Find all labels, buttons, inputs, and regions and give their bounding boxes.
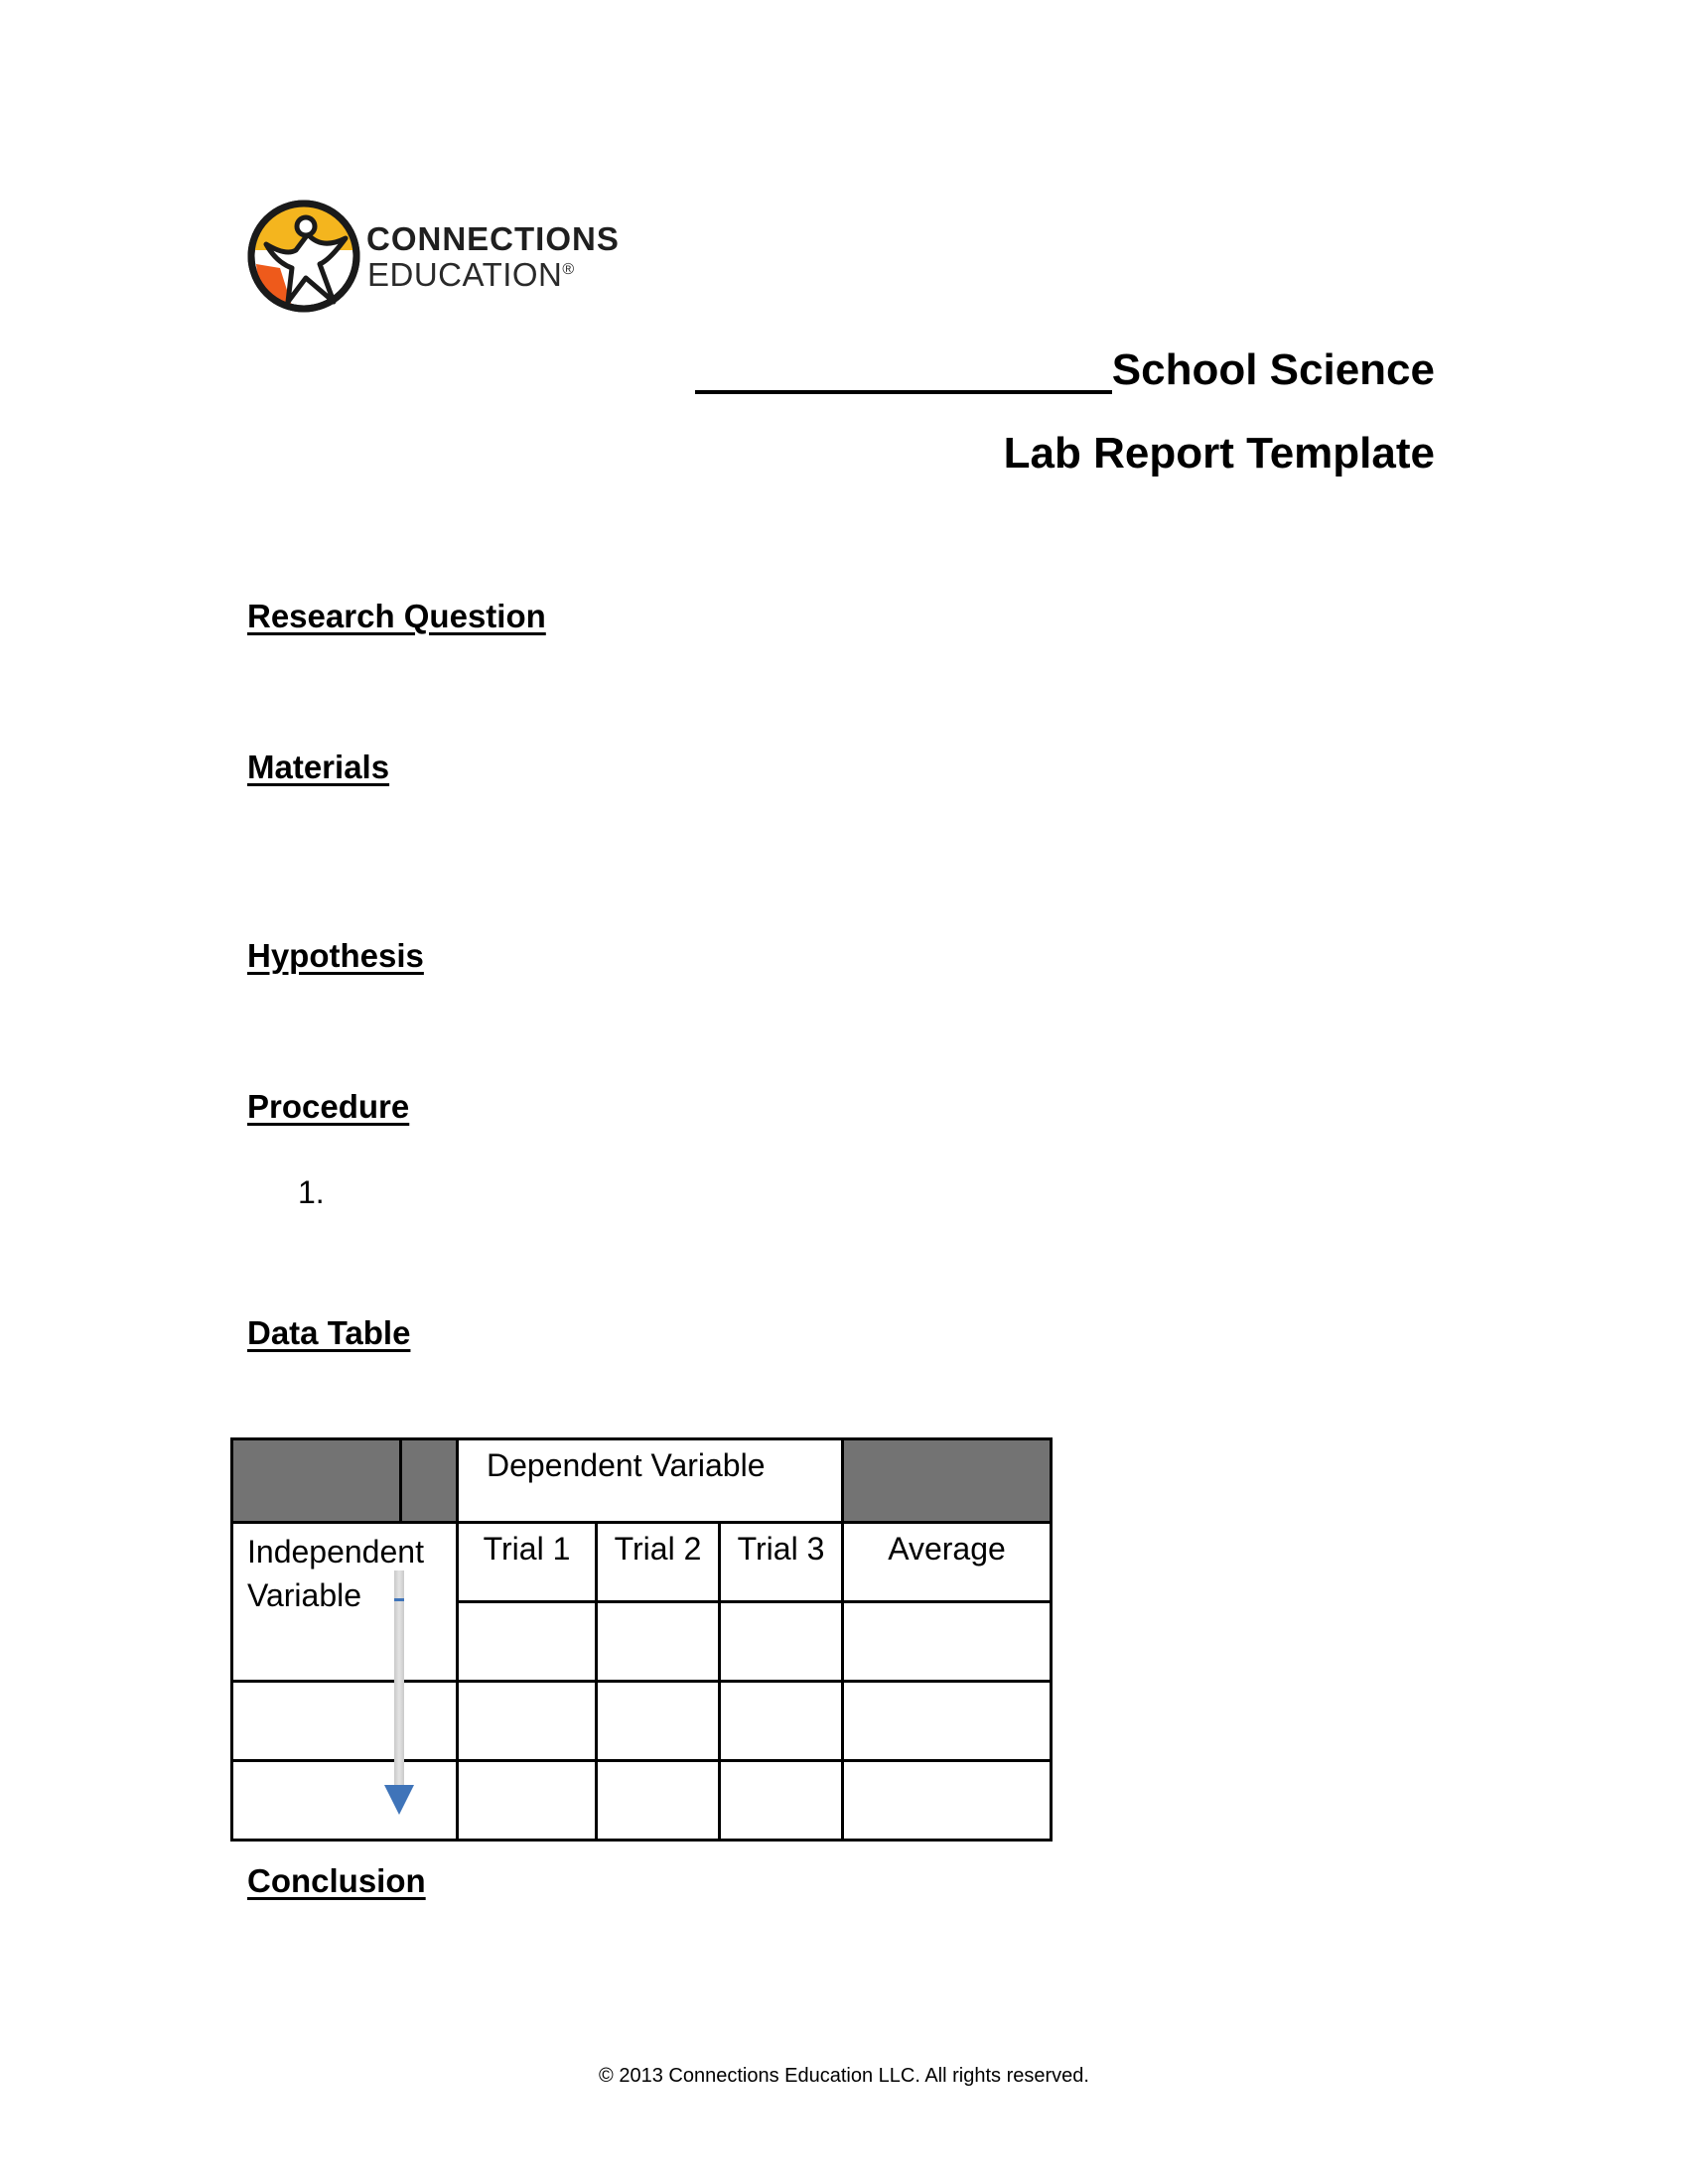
research-question-heading: Research Question (247, 598, 546, 634)
table-cell[interactable] (843, 1602, 1052, 1682)
column-header-label: Trial 1 (483, 1531, 571, 1567)
page-title-line1: School Science (1111, 345, 1435, 394)
table-cell[interactable] (232, 1761, 458, 1841)
table-cell[interactable] (720, 1761, 843, 1841)
data-table-heading: Data Table (247, 1314, 411, 1351)
table-header-row (232, 1439, 1052, 1523)
data-table (230, 1437, 1053, 1842)
table-cell[interactable] (597, 1761, 720, 1841)
column-header-trial-1[interactable] (458, 1523, 597, 1602)
dependent-variable-label: Dependent Variable (487, 1447, 766, 1483)
table-cell[interactable] (720, 1682, 843, 1761)
table-cell[interactable] (720, 1602, 843, 1682)
logo-text-line2-word: EDUCATION (367, 256, 563, 293)
table-cell[interactable] (843, 1761, 1052, 1841)
table-row (232, 1761, 1052, 1841)
hypothesis-heading: Hypothesis (247, 937, 424, 974)
table-cell[interactable] (843, 1682, 1052, 1761)
table-row (232, 1682, 1052, 1761)
header-gray-cell-right (843, 1439, 1052, 1523)
column-header-trial-3[interactable] (720, 1523, 843, 1602)
school-name-blank-line (695, 390, 1112, 394)
column-header-label: Average (888, 1531, 1006, 1567)
company-logo (246, 197, 663, 318)
procedure-heading: Procedure (247, 1088, 410, 1125)
dependent-variable-header[interactable] (458, 1439, 843, 1523)
down-arrow-icon (382, 1570, 418, 1819)
materials-heading: Materials (247, 749, 390, 785)
logo-text-line1: CONNECTIONS (366, 220, 620, 257)
table-cell[interactable] (597, 1682, 720, 1761)
conclusion-heading: Conclusion (247, 1862, 426, 1899)
column-header-label: Trial 2 (614, 1531, 702, 1567)
table-cell[interactable] (458, 1602, 597, 1682)
table-row (232, 1523, 1052, 1602)
header-gray-cell-left (232, 1439, 401, 1523)
table-cell[interactable] (232, 1682, 458, 1761)
logo-registered-mark: ® (562, 261, 575, 278)
procedure-list-item-number: 1. (298, 1174, 325, 1210)
logo-mark-icon (246, 199, 361, 314)
copyright-footer: © 2013 Connections Education LLC. All rights reserved. (599, 2065, 1089, 2087)
page-title-line2: Lab Report Template (1003, 429, 1435, 478)
logo-text-line2 (367, 256, 575, 294)
column-header-trial-2[interactable] (597, 1523, 720, 1602)
table-cell[interactable] (458, 1761, 597, 1841)
column-header-average[interactable] (843, 1523, 1052, 1602)
column-header-label: Trial 3 (737, 1531, 825, 1567)
independent-variable-header[interactable] (232, 1523, 458, 1682)
table-cell[interactable] (597, 1602, 720, 1682)
table-cell[interactable] (458, 1682, 597, 1761)
independent-variable-label: Independent Variable (247, 1534, 424, 1613)
header-gray-cell-left-narrow (401, 1439, 458, 1523)
